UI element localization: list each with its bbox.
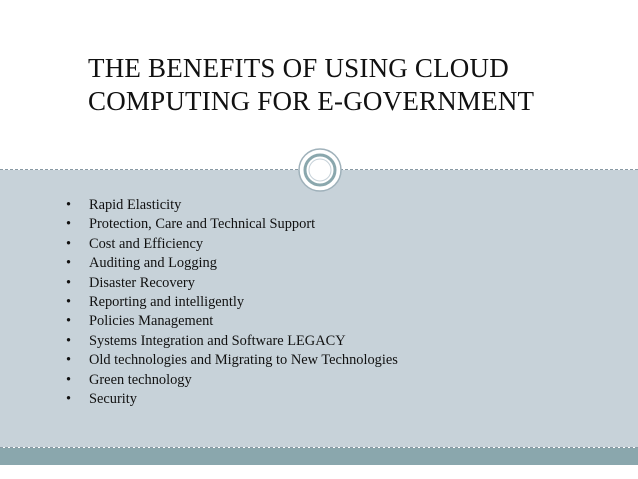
bullet-list: [66, 196, 586, 409]
bullet-icon: •: [66, 391, 72, 408]
list-item-text: Cost and Efficiency: [89, 235, 204, 252]
bullet-icon: •: [66, 274, 72, 291]
list-item-text: Systems Integration and Software LEGACY: [89, 332, 346, 349]
list-item-text: Protection, Care and Technical Support: [89, 216, 316, 233]
bullet-icon: •: [66, 332, 72, 349]
bullet-icon: •: [66, 352, 72, 369]
list-item-text: Old technologies and Migrating to New Technologies: [89, 352, 398, 369]
circle-ornament-icon: [297, 147, 343, 193]
list-item-text: Security: [89, 391, 137, 408]
list-item: [66, 351, 586, 370]
list-item-text: Reporting and intelligently: [89, 294, 245, 311]
bullet-icon: •: [66, 294, 72, 311]
list-item: [66, 274, 586, 293]
list-item: [66, 332, 586, 351]
list-item: [66, 235, 586, 254]
list-item: [66, 215, 586, 234]
footer-band: [0, 448, 638, 465]
bullet-icon: •: [66, 235, 72, 252]
list-item-text: Auditing and Logging: [89, 255, 217, 272]
list-item: [66, 254, 586, 273]
list-item: [66, 293, 586, 312]
slide-title: THE BENEFITS OF USING CLOUD COMPUTING FOR E-GOVERNMENT: [88, 53, 535, 116]
list-item-text: Green technology: [89, 371, 192, 388]
title-area: [0, 0, 638, 170]
bullet-icon: •: [66, 371, 72, 388]
bullet-icon: •: [66, 255, 72, 272]
list-item: [66, 196, 586, 215]
list-item: [66, 371, 586, 390]
list-item-text: Rapid Elasticity: [89, 197, 182, 213]
list-item: [66, 390, 586, 409]
list-item-text: Policies Management: [89, 313, 214, 330]
bullet-icon: •: [66, 216, 72, 233]
bullet-icon: •: [66, 313, 72, 330]
list-item: [66, 312, 586, 331]
footer-margin: [0, 465, 638, 479]
list-item-text: Disaster Recovery: [89, 274, 195, 291]
bullet-icon: •: [66, 197, 72, 213]
